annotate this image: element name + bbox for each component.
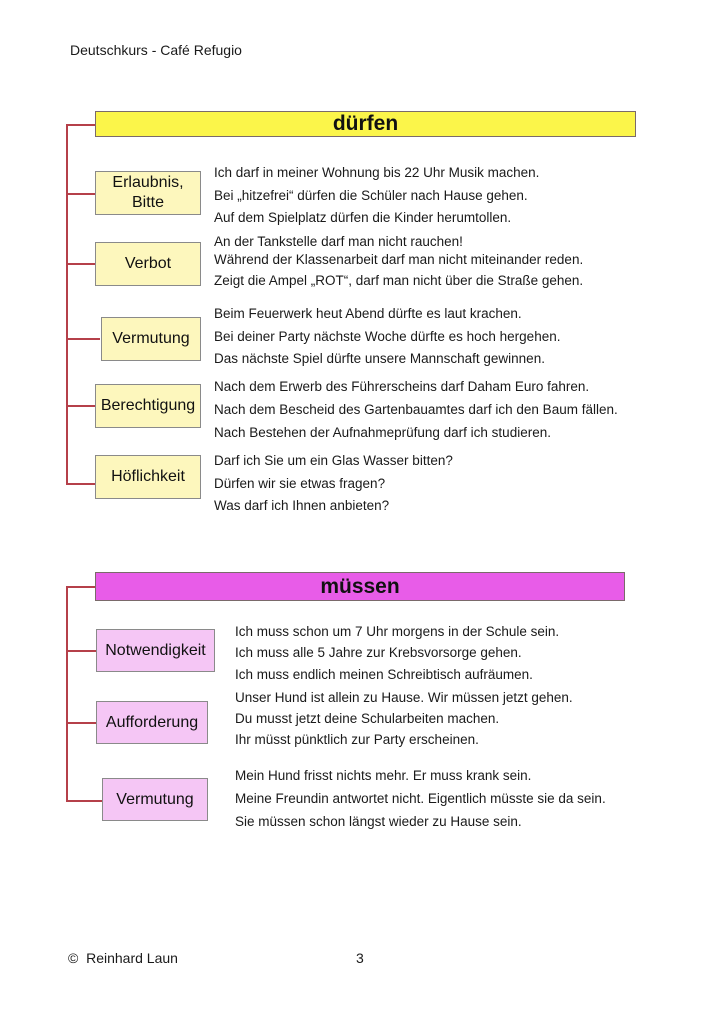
category-box — [95, 455, 201, 499]
bracket-connector — [66, 483, 95, 485]
example-sentence: An der Tankstelle darf man nicht rauchen! — [214, 234, 463, 249]
category-box — [101, 317, 201, 361]
example-sentence: Zeigt die Ampel „ROT“, darf man nicht über die Straße gehen. — [214, 273, 584, 288]
category-label: Berechtigung — [100, 397, 196, 414]
section-title: dürfen — [332, 112, 399, 135]
example-sentence: Beim Feuerwerk heut Abend dürfte es laut krachen. — [214, 306, 522, 321]
example-sentence: Während der Klassenarbeit darf man nicht miteinander reden. — [214, 252, 584, 267]
section-title-banner — [95, 111, 636, 137]
category-box — [102, 778, 208, 821]
category-label: Erlaubnis, Bitte — [112, 174, 184, 211]
page-number: 3 — [356, 950, 364, 966]
example-sentence: Dürfen wir sie etwas fragen? — [214, 476, 386, 491]
bracket-connector — [66, 586, 95, 588]
example-sentence: Das nächste Spiel dürfte unsere Mannschaft gewinnen. — [214, 351, 545, 366]
category-label: Verbot — [124, 255, 172, 272]
bracket-connector — [66, 124, 68, 484]
category-box — [96, 629, 215, 672]
example-sentence: Ich muss alle 5 Jahre zur Krebsvorsorge gehen. — [235, 645, 522, 660]
example-sentence: Darf ich Sie um ein Glas Wasser bitten? — [214, 453, 453, 468]
category-box — [95, 384, 201, 428]
category-label: Höflichkeit — [111, 468, 185, 485]
bracket-connector — [66, 586, 68, 801]
example-sentence: Ihr müsst pünktlich zur Party erscheinen. — [235, 732, 479, 747]
bracket-connector — [66, 193, 95, 195]
category-box — [95, 171, 201, 215]
category-label: Aufforderung — [105, 713, 199, 731]
category-label: Vermutung — [112, 330, 190, 347]
example-sentence: Bei „hitzefrei“ dürfen die Schüler nach Hause gehen. — [214, 188, 528, 203]
document-header: Deutschkurs - Café Refugio — [70, 42, 242, 58]
example-sentence: Unser Hund ist allein zu Hause. Wir müssen jetzt gehen. — [235, 690, 573, 705]
example-sentence: Meine Freundin antwortet nicht. Eigentlich müsste sie da sein. — [235, 791, 606, 806]
example-sentence: Sie müssen schon längst wieder zu Hause sein. — [235, 814, 522, 829]
example-sentence: Ich darf in meiner Wohnung bis 22 Uhr Musik machen. — [214, 165, 540, 180]
example-sentence: Bei deiner Party nächste Woche dürfte es hoch hergehen. — [214, 329, 561, 344]
bracket-connector — [66, 263, 95, 265]
example-sentence: Auf dem Spielplatz dürfen die Kinder herumtollen. — [214, 210, 512, 225]
example-sentence: Nach Bestehen der Aufnahmeprüfung darf ich studieren. — [214, 425, 551, 440]
example-sentence: Ich muss endlich meinen Schreibtisch aufräumen. — [235, 667, 533, 682]
bracket-connector — [66, 722, 96, 724]
bracket-connector — [66, 800, 102, 802]
example-sentence: Mein Hund frisst nichts mehr. Er muss krank sein. — [235, 768, 532, 783]
example-sentence: Was darf ich Ihnen anbieten? — [214, 498, 390, 513]
category-label: Notwendigkeit — [105, 641, 206, 659]
footer-copyright: © Reinhard Laun — [68, 950, 178, 966]
example-sentence: Ich muss schon um 7 Uhr morgens in der Schule sein. — [235, 624, 560, 639]
bracket-connector — [66, 338, 100, 340]
category-box — [96, 701, 208, 744]
category-box — [95, 242, 201, 286]
bracket-connector — [66, 124, 95, 126]
category-label: Vermutung — [116, 790, 194, 808]
bracket-connector — [66, 650, 96, 652]
bracket-connector — [66, 405, 95, 407]
example-sentence: Nach dem Erwerb des Führerscheins darf Daham Euro fahren. — [214, 379, 590, 394]
example-sentence: Nach dem Bescheid des Gartenbauamtes darf ich den Baum fällen. — [214, 402, 618, 417]
example-sentence: Du musst jetzt deine Schularbeiten machen. — [235, 711, 500, 726]
section-title-banner — [95, 572, 625, 601]
section-title: müssen — [320, 575, 400, 598]
